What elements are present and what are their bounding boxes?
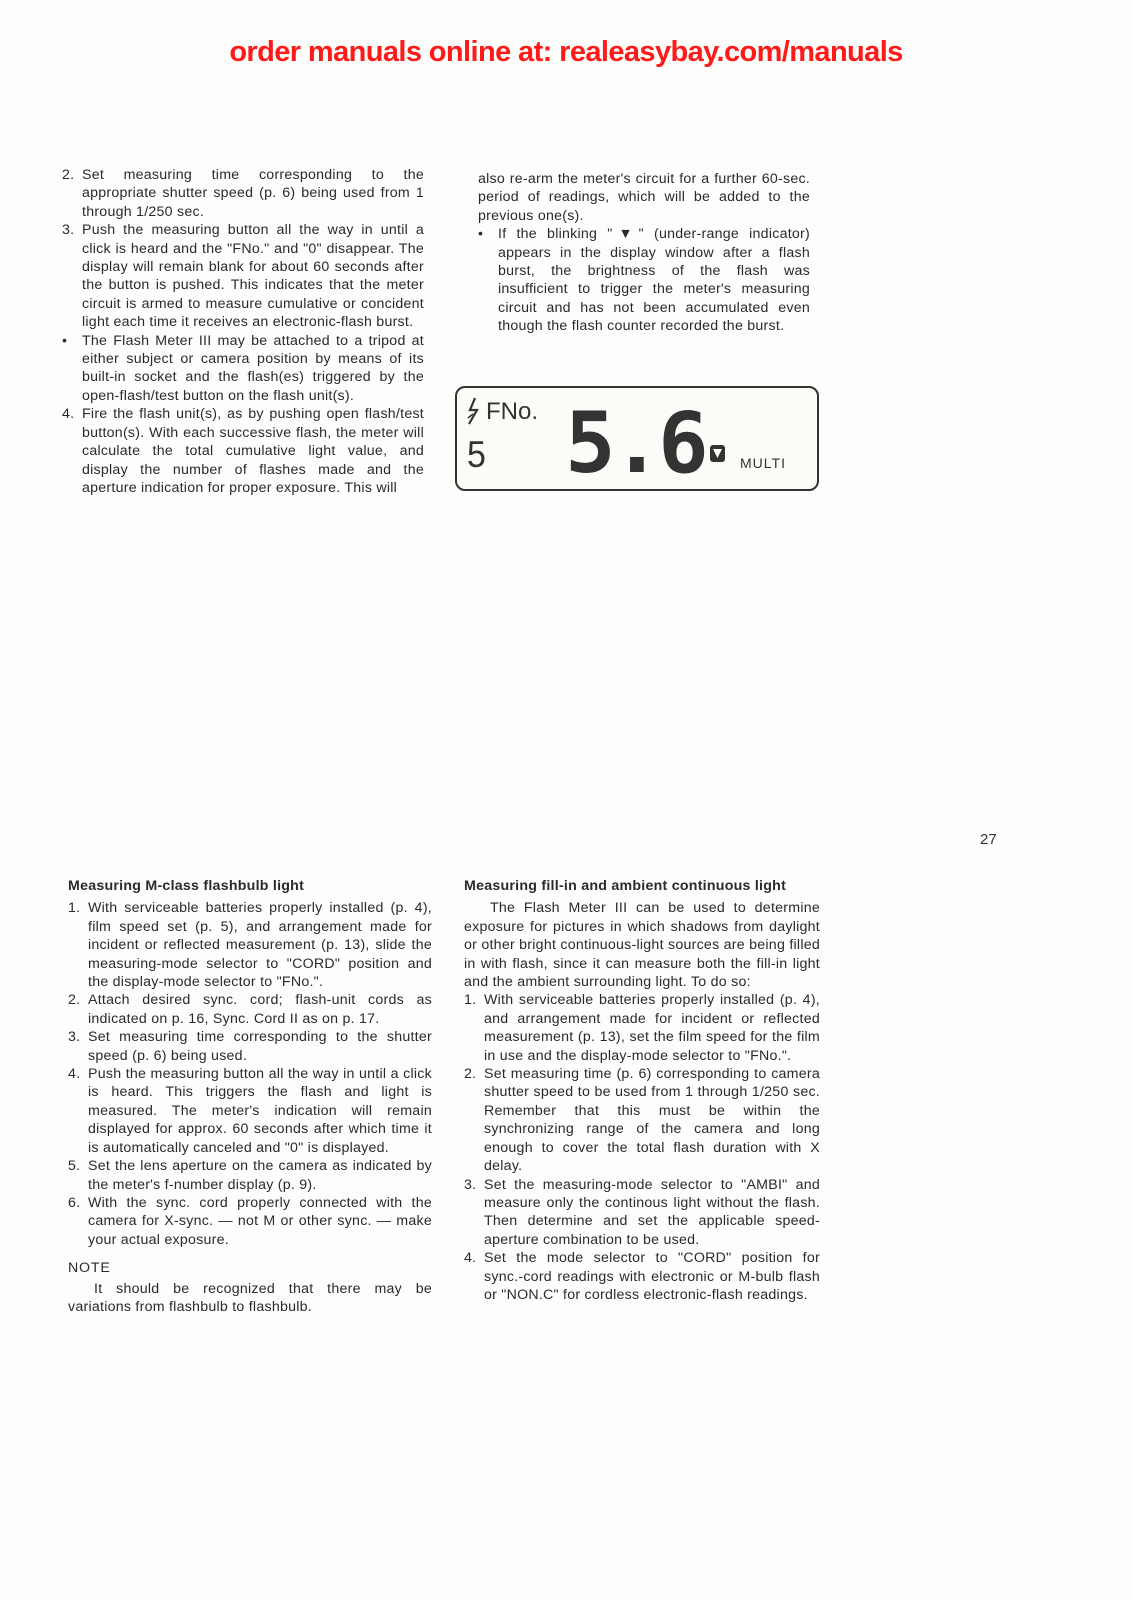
item-text: With the sync. cord properly connected with the camera for X-sync. — not M or other sync. — make your actual exposure. [88,1194,432,1248]
continuation-paragraph: also re-arm the meter's circuit for a further 60-sec. period of readings, which will be added to the previous one(s). [478,171,810,224]
bottom-right-column [464,877,820,1304]
note-text: It should be recognized that there may be variations from flashbulb to flashbulb. [68,1280,432,1315]
item-number: 1. [68,900,81,917]
top-left-column [62,166,424,497]
lcd-display-illustration [455,386,819,491]
list-item [464,1176,820,1250]
item-number: 6. [68,1194,81,1211]
list-item [68,991,432,1028]
lcd-svg [457,388,821,493]
item-number: 3. [68,1029,81,1046]
page-number: 27 [980,831,997,848]
item-text: Set the mode selector to "CORD" position for sync.-cord readings with electronic or M-bulb flash or "NON.C" for cordless electronic-flash readings. [484,1250,820,1303]
item-number: 3. [464,1176,477,1193]
item-text: If the blinking "▼" (under-range indicator) appears in the display window after a flash burst, the brightness of the flash was insufficient to trigger the meter's measuring circuit and has not been accumulated even though the flash counter recorded the burst. [498,226,810,335]
item-number: 2. [62,167,75,183]
item-text: Attach desired sync. cord; flash-unit cords as indicated on p. 16, Sync. Cord II as on p. 17. [88,992,432,1027]
list-item [68,1065,432,1157]
lcd-reading: 5.6 [565,394,705,492]
under-range-icon [710,445,725,462]
item-number: 4. [464,1250,477,1267]
item-text: Set measuring time corresponding to the shutter speed (p. 6) being used. [88,1029,432,1064]
intro-paragraph: The Flash Meter III can be used to determine exposure for pictures in which shadows from daylight or other bright continuous-light sources are being filled in with flash, since it can measure both the fill-in light and the ambient surrounding light. To do so: [464,900,820,991]
lcd-flash-count: 5 [467,433,486,476]
item-number: 2. [464,1066,477,1083]
list-item [62,221,424,331]
bottom-left-column [68,877,432,1316]
banner-link[interactable]: order manuals online at: realeasybay.com/manuals [229,36,903,68]
item-text: The Flash Meter III may be attached to a tripod at either subject or camera position by means of its built-in socket and the flash(es) triggered by the open-flash/test button on the flash unit(s). [82,332,424,404]
lcd-mode-label: FNo. [486,398,539,425]
list-item [62,166,424,221]
item-number: 4. [68,1066,81,1083]
item-text: Set measuring time (p. 6) corresponding to camera shutter speed to be used from 1 through 1/250 sec. Remember that this must be within the synchronizing range of the camera and long enough to cover the total flash duration with X delay. [484,1066,820,1175]
item-text: Fire the flash unit(s), as by pushing open flash/test button(s). With each successive flash, the meter will calculate the total cumulative light value, and display the number of flashes made and the aperture indication for proper exposure. This will [82,406,424,496]
item-text: With serviceable batteries properly installed (p. 4), and arrangement made for incident or reflected measurement (p. 13), set the film speed for the film in use and the display-mode selector to "FNo.". [484,992,820,1064]
list-item [68,899,432,991]
item-number: 1. [464,992,477,1009]
list-item [62,332,424,406]
top-right-column [478,170,810,336]
section-heading: Measuring fill-in and ambient continuous light [464,878,787,894]
bullet-marker: • [478,226,484,243]
section-heading: Measuring M-class flashbulb light [68,878,305,894]
lcd-multi-label: MULTI [740,455,786,471]
item-number: 4. [62,406,75,423]
item-text: Set the measuring-mode selector to "AMBI" and measure only the continous light without the flash. Then determine and set the applicable speed-aperture combination to be used. [484,1176,820,1248]
list-item [478,225,810,335]
list-item [62,405,424,497]
item-number: 2. [68,992,81,1009]
list-item [68,1028,432,1065]
item-text: With serviceable batteries properly installed (p. 4), film speed set (p. 5), and arrangement made for incident or reflected measurement (p. 13), slide the measuring-mode selector to "CORD" position and the display-mode selector to "FNo.". [88,900,432,991]
list-item [464,1249,820,1304]
lightning-icon [468,398,477,424]
item-text: Push the measuring button all the way in until a click is heard. This triggers the flash and light is measured. The meter's indication will remain displayed for approx. 60 seconds after which time it is automatically canceled and "0" is displayed. [88,1066,432,1156]
item-number: 5. [68,1158,81,1175]
list-item [464,1065,820,1175]
note-heading: NOTE [68,1260,111,1277]
list-item [68,1157,432,1194]
order-manuals-banner[interactable] [0,36,1132,69]
item-text: Push the measuring button all the way in until a click is heard and the "FNo." and "0" disappear. The display will remain blank for about 60 seconds after the button is pushed. This indicates that the meter circuit is armed to measure cumulative or concident light each time it receives an electronic-flash burst. [82,222,424,331]
bullet-marker: • [62,332,68,349]
item-number: 3. [62,222,75,239]
list-item [68,1194,432,1249]
list-item [464,991,820,1065]
item-text: Set measuring time corresponding to the appropriate shutter speed (p. 6) being used from 1 through 1/250 sec. [82,167,424,220]
item-text: Set the lens aperture on the camera as indicated by the meter's f-number display (p. 9). [88,1158,432,1193]
